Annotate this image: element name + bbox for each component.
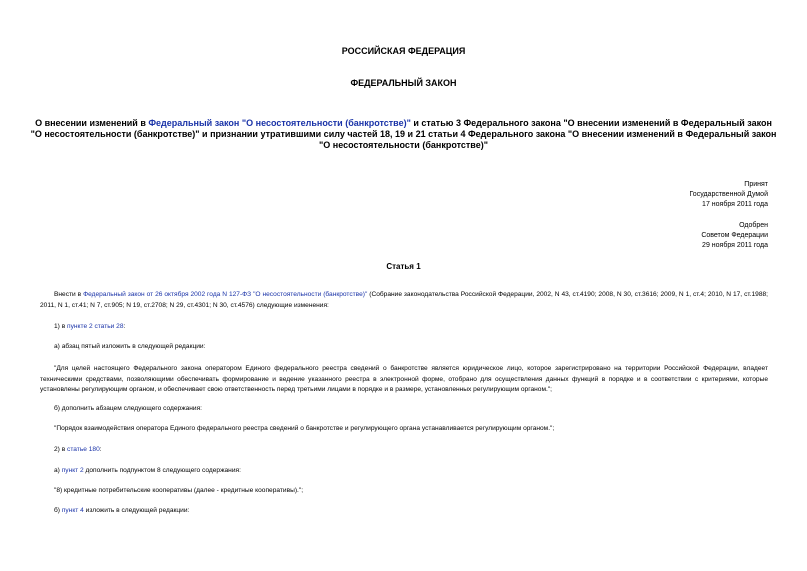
law-type-heading: ФЕДЕРАЛЬНЫЙ ЗАКОН — [350, 78, 457, 88]
item2-text-a: 2) в — [54, 446, 68, 453]
quote-1: "Для целей настоящего Федерального закона оператором Единого федерального реестра сведений о банкротстве является юридическое лицо, которое зарегистрировано на территории Российской Федерации, владеет техническими средствами, позволяющими обеспечивать формирование и ведение указанного реестра в электронной форме, отобрано для осуществления данных функций в порядке и в соответствии с критериями, которые установлены регулирующим органом, и обеспечивает свою ответственность перед третьими лицами в порядке и в размере, установленных регулирующим органом."; — [40, 365, 768, 393]
title-text-1: О внесении изменений в — [35, 118, 149, 128]
item2b-text-b: изложить в следующей редакции: — [83, 507, 190, 514]
adoption-council — [701, 221, 768, 251]
item-2b — [40, 506, 768, 517]
item1-link[interactable]: пункте 2 статьи 28 — [67, 323, 124, 330]
intro-text-a: Внести в — [54, 291, 84, 298]
item-2 — [40, 445, 768, 456]
accepted-label: Принят — [744, 181, 768, 188]
item-1a: а) абзац пятый изложить в следующей редакции: — [54, 343, 206, 350]
item2a-link[interactable]: пункт 2 — [61, 467, 84, 474]
item1-text-a: 1) в — [54, 323, 68, 330]
accepted-by: Государственной Думой — [689, 191, 768, 198]
intro-text-b: (Собрание законодательства Российской Федерации, 2002, N 43, ст.4190; 2008, N 30, ст.3616; 2009, N 1, ст.4; 2010, N 17, ст.1988; 2011, N 1, ст.41; N 7, ст.905; N 19, ст.2708; N 29, ст.4301; N 30, ст.4576) следующие изменения: — [40, 291, 768, 309]
item2-link[interactable]: статье 180 — [67, 446, 100, 453]
item-1b: б) дополнить абзацем следующего содержания: — [54, 405, 203, 412]
approved-label: Одобрен — [739, 222, 768, 229]
title-text-2: и статью 3 Федерального закона "О внесении изменений в Федеральный закон "О несостоятельности (банкротстве)" и признании утратившими силу частей 18, 19 и 21 статьи 4 Федерального закона "О внесении изменений в Федеральный закон "О несостоятельности (банкротстве)" — [30, 118, 777, 150]
adoption-duma — [689, 180, 768, 210]
intro-paragraph — [40, 290, 768, 311]
country-heading: РОССИЙСКАЯ ФЕДЕРАЦИЯ — [341, 46, 466, 56]
title-law-link[interactable]: Федеральный закон "О несостоятельности (банкротстве)" — [148, 118, 411, 128]
item2a-text-a: а) — [54, 467, 62, 474]
item-2a — [40, 466, 768, 477]
item2a-text-b: дополнить подпунктом 8 следующего содержания: — [83, 467, 241, 474]
law-title — [30, 118, 777, 151]
item2b-text-a: б) — [54, 507, 62, 514]
item-1 — [40, 322, 768, 333]
approved-date: 29 ноября 2011 года — [702, 242, 768, 249]
approved-by: Советом Федерации — [701, 232, 768, 239]
item1-text-b: : — [123, 323, 126, 330]
article-heading: Статья 1 — [386, 262, 421, 271]
intro-law-link[interactable]: Федеральный закон от 26 октября 2002 года N 127-ФЗ "О несостоятельности (банкротстве)" — [83, 291, 368, 298]
quote-3: "8) кредитные потребительские кооперативы (далее - кредитные кооперативы)."; — [54, 487, 304, 494]
quote-2: "Порядок взаимодействия оператора Единого федерального реестра сведений о банкротстве и регулирующего органа устанавливается регулирующим органом."; — [54, 425, 555, 432]
item2b-link[interactable]: пункт 4 — [61, 507, 84, 514]
item2-text-b: : — [99, 446, 102, 453]
accepted-date: 17 ноября 2011 года — [702, 201, 768, 208]
